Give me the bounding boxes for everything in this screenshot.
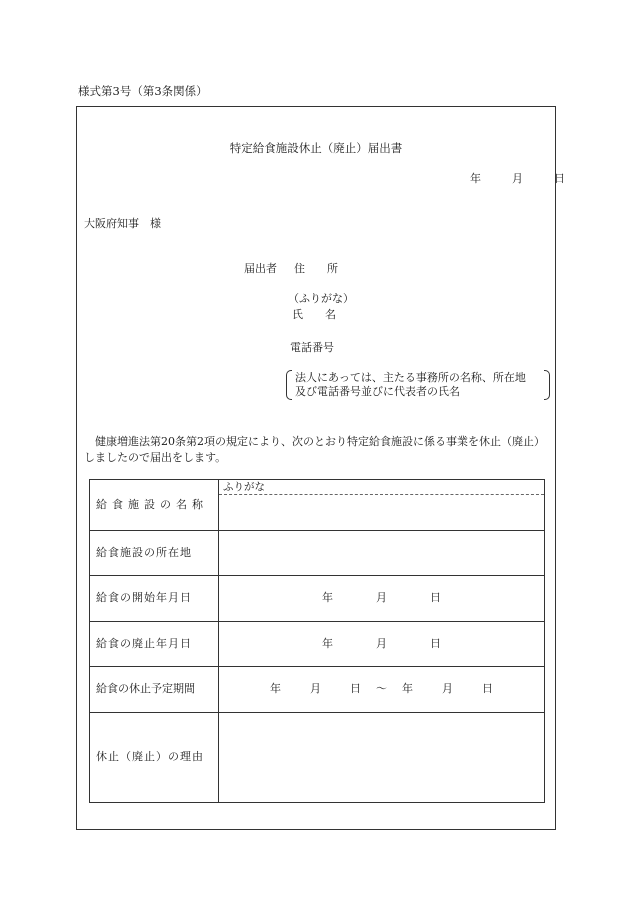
table-row	[90, 531, 545, 576]
table-row	[90, 667, 545, 713]
period-end-month: 月	[442, 682, 453, 696]
applicant-address	[244, 262, 338, 276]
period-separator: ～	[376, 682, 387, 696]
period-end-year: 年	[402, 682, 413, 696]
abolish-day: 日	[430, 636, 441, 650]
suspend-period-cell[interactable]	[219, 667, 545, 713]
facility-info-table	[89, 479, 545, 803]
body-paragraph: 健康増進法第20条第2項の規定により、次のとおり特定給食施設に係る事業を休止（廃止）しましたので届出をします。	[84, 435, 545, 464]
right-bracket	[544, 370, 550, 400]
start-day: 日	[430, 591, 441, 605]
phone-label: 電話番号	[290, 341, 334, 354]
abolish-month: 月	[376, 636, 387, 650]
name-label: 氏 名	[292, 308, 336, 321]
reason-label: 休止（廃止）の理由	[90, 713, 219, 803]
suspend-period-label: 給食の休止予定期間	[90, 667, 219, 713]
table-row	[90, 713, 545, 803]
start-date-label: 給食の開始年月日	[90, 576, 219, 622]
table-row	[90, 576, 545, 622]
date-month: 月	[512, 172, 523, 185]
date-year: 年	[470, 172, 481, 185]
furigana-hint: ふりがな	[219, 480, 544, 495]
document-title: 特定給食施設休止（廃止）届出書	[229, 141, 403, 155]
start-month: 月	[376, 591, 387, 605]
recipient: 大阪府知事 様	[84, 217, 161, 230]
furigana-label: （ふりがな）	[288, 292, 354, 305]
table-row	[90, 480, 545, 531]
note-line-1: 法人にあっては、主たる事務所の名称、所在地	[295, 371, 526, 384]
start-year: 年	[322, 591, 333, 605]
date-day: 日	[554, 172, 565, 185]
facility-address-cell[interactable]	[219, 531, 545, 576]
abolish-date-cell[interactable]	[219, 622, 545, 667]
note-line-2: 及び電話番号並びに代表者の氏名	[295, 385, 460, 398]
address-label: 住 所	[294, 262, 338, 275]
facility-address-label: 給食施設の所在地	[90, 531, 219, 576]
period-end-day: 日	[482, 682, 493, 696]
period-start-year: 年	[270, 682, 281, 696]
submission-date	[470, 172, 565, 186]
corporation-note	[286, 370, 550, 400]
facility-name-cell[interactable]	[219, 480, 545, 531]
applicant-label: 届出者	[244, 262, 277, 275]
period-start-day: 日	[350, 682, 361, 696]
facility-name-label: 給食施設の名称	[90, 480, 219, 531]
abolish-date-label: 給食の廃止年月日	[90, 622, 219, 667]
start-date-cell[interactable]	[219, 576, 545, 622]
form-reference: 様式第3号（第3条関係）	[78, 84, 208, 98]
table-row	[90, 622, 545, 667]
period-start-month: 月	[310, 682, 321, 696]
abolish-year: 年	[322, 636, 333, 650]
reason-cell[interactable]	[219, 713, 545, 803]
left-bracket	[286, 370, 292, 400]
